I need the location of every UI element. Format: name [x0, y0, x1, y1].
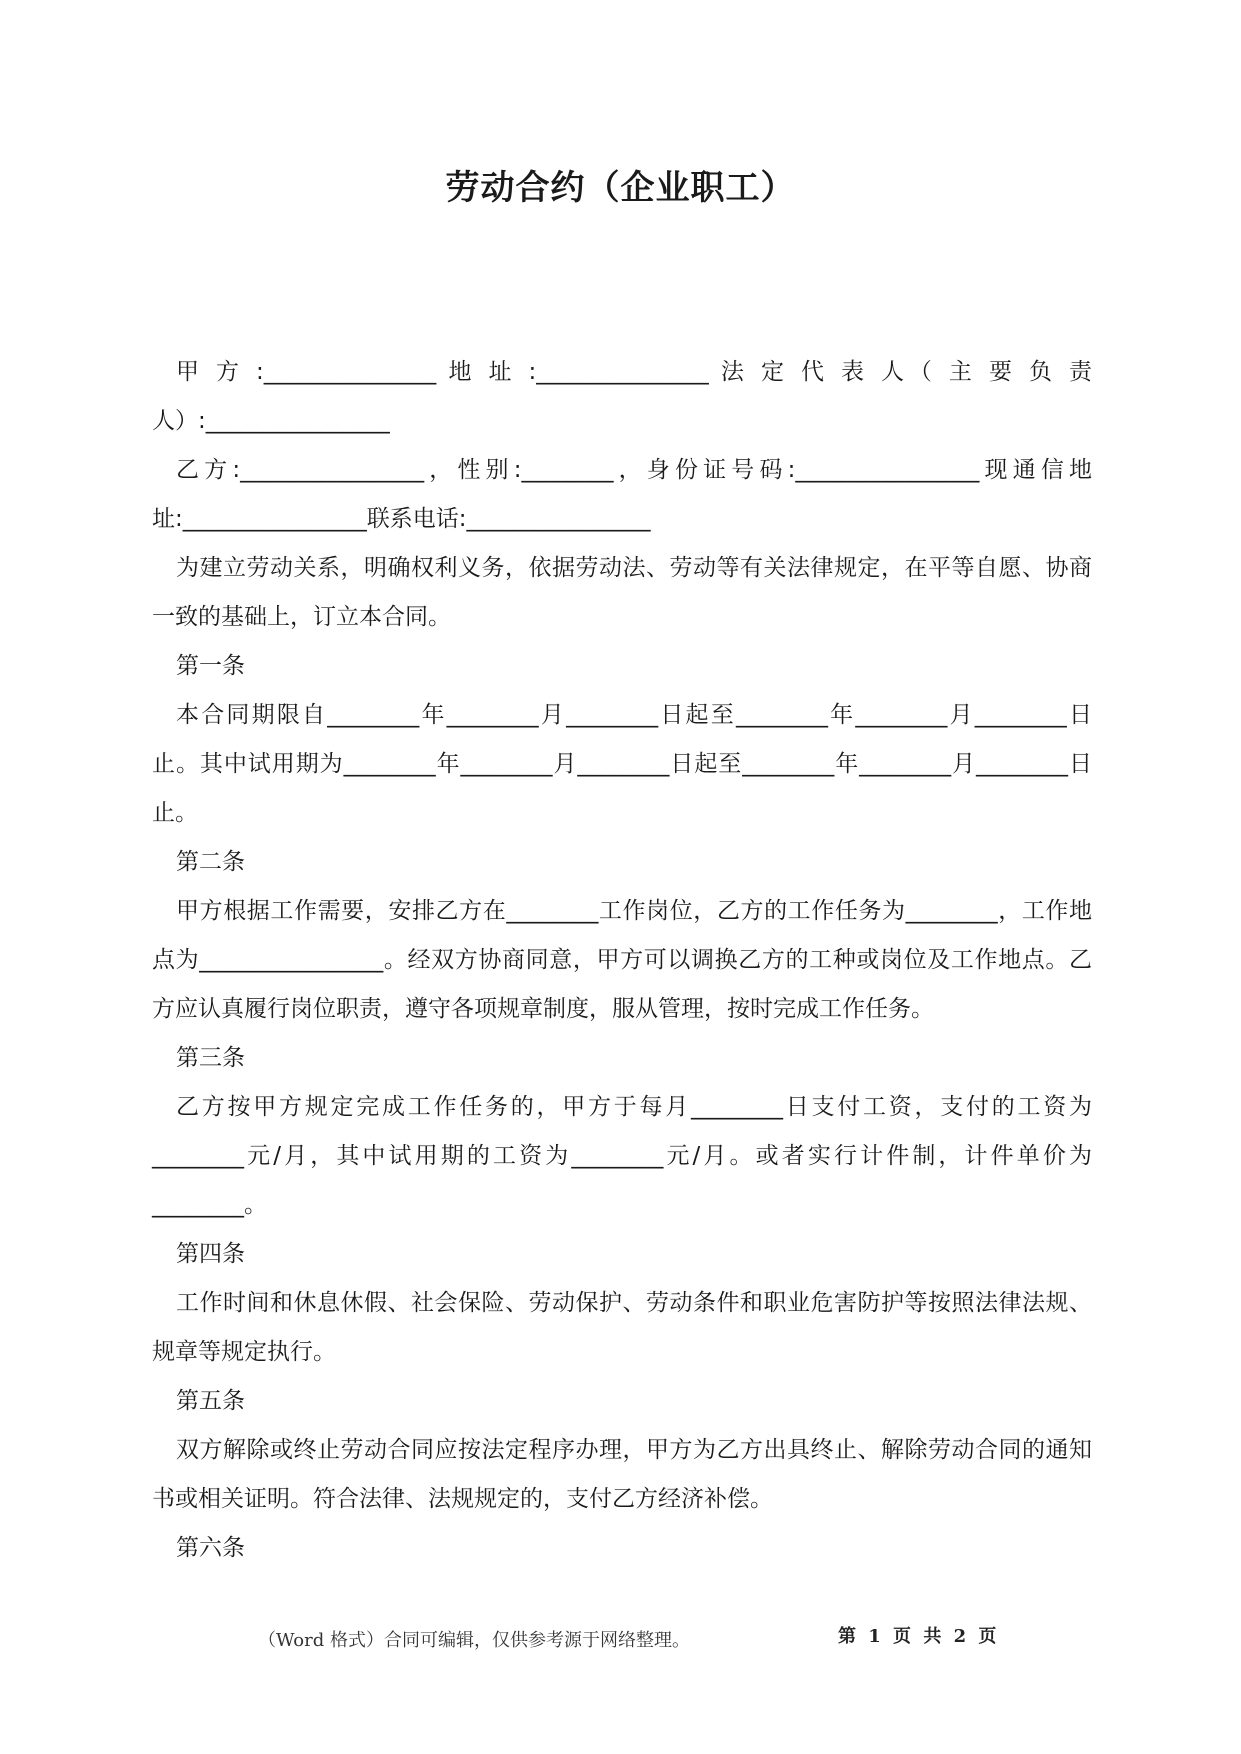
page-number: 第 1 页 共 2 页: [838, 1626, 997, 1647]
article-paragraph: 甲方根据工作需要，安排乙方在________工作岗位，乙方的工作任务为________，工作地点为________________。经双方协商同意，甲方可以调换乙方的工种或岗位及工作地点。乙方应认真履行岗位职责，遵守各项规章制度，服从管理，按时完成工作任务。: [152, 898, 1092, 1022]
article-heading: 第三条: [176, 1045, 245, 1071]
article-paragraph: 工作时间和休息休假、社会保险、劳动保护、劳动条件和职业危害防护等按照法律法规、规章等规定执行。: [152, 1290, 1092, 1365]
footer-note: （Word 格式）合同可编辑，仅供参考源于网络整理。: [258, 1630, 690, 1651]
article-heading: 第五条: [176, 1388, 245, 1414]
preamble-paragraph: 为建立劳动关系，明确权利义务，依据劳动法、劳动等有关法律规定，在平等自愿、协商一致的基础上，订立本合同。: [152, 555, 1092, 630]
document-body: [152, 348, 1092, 1573]
article-paragraph: 乙方按甲方规定完成工作任务的，甲方于每月________日支付工资，支付的工资为________元/月，其中试用期的工资为________元/月。或者实行计件制，计件单价为________。: [152, 1094, 1092, 1218]
article-paragraph: 本合同期限自________年________月________日起至________年________月________日止。其中试用期为________年________月________日起至________年________月________日止。: [152, 702, 1093, 826]
article-paragraph: 双方解除或终止劳动合同应按法定程序办理，甲方为乙方出具终止、解除劳动合同的通知书或相关证明。符合法律、法规规定的，支付乙方经济补偿。: [152, 1437, 1092, 1512]
article-heading: 第一条: [176, 653, 245, 679]
article-heading: 第二条: [176, 849, 245, 875]
article-heading: 第四条: [176, 1241, 245, 1267]
article-heading: 第六条: [176, 1535, 245, 1561]
party-b-line: 乙方:________________，性别:________，身份证号码:________________现通信地址:________________联系电话:________________: [152, 457, 1092, 532]
document-title: 劳动合约（企业职工）: [445, 168, 796, 208]
party-a-line: 甲 方 :_______________ 地 址 :_______________ 法 定 代 表 人（ 主 要 负 责 人）:________________: [152, 359, 1092, 434]
